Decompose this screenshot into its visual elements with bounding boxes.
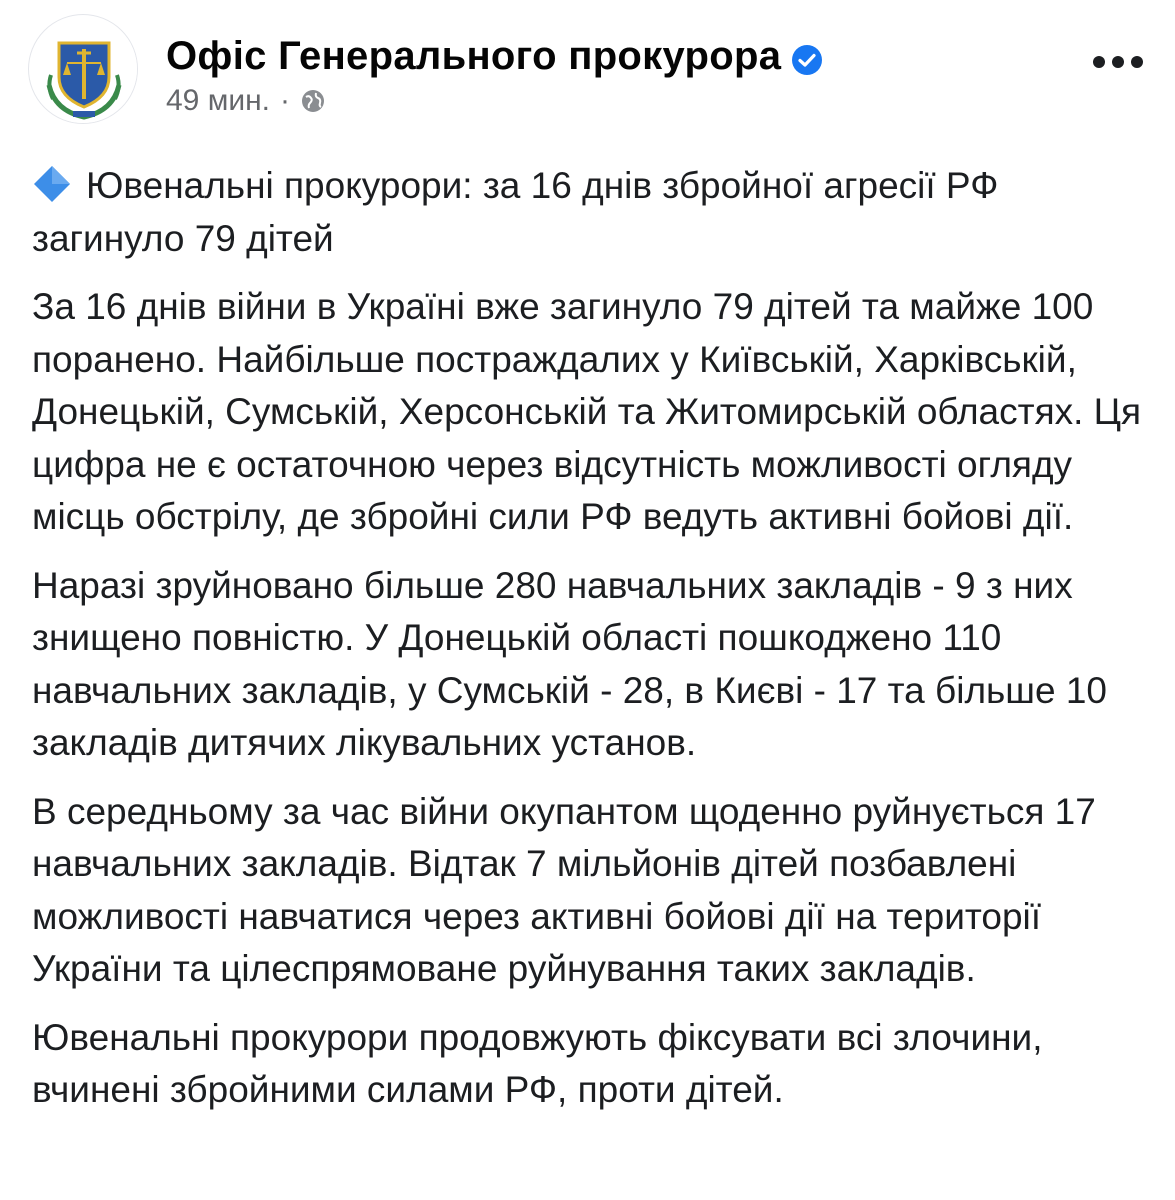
globe-icon[interactable] bbox=[300, 88, 326, 114]
post-paragraph: За 16 днів війни в Україні вже загинуло 79 дітей та майже 100 поранено. Найбільше постраждалих у Київській, Харківській, Донецькій, Сумській, Херсонській та Житомирській областях. Ця цифра не є остаточною через відсутність можливості огляду місць обстрілу, де збройні сили РФ ведуть активні бойові дії. bbox=[32, 286, 1142, 537]
headline-text: Ювенальні прокурори: за 16 днів збройної агресії РФ загинуло 79 дітей bbox=[32, 165, 999, 259]
page-name-text[interactable]: Офіс Генерального прокурора bbox=[166, 34, 782, 78]
prosecutor-emblem-icon bbox=[29, 15, 138, 124]
more-options-icon bbox=[1092, 55, 1144, 69]
post-paragraph: Наразі зруйновано більше 280 навчальних закладів - 9 з них знищено повністю. У Донецькій області пошкоджено 110 навчальних закладів, у Сумській - 28, в Києві - 17 та більше 10 закладів дитячих лікувальних установ. bbox=[32, 564, 1108, 763]
post-text bbox=[32, 160, 1147, 1133]
post-meta bbox=[166, 84, 326, 118]
blue-diamond-icon bbox=[32, 164, 72, 204]
post-paragraph: В середньому за час війни окупантом щоденно руйнується 17 навчальних закладів. Відтак 7 мільйонів дітей позбавлені можливості навчатися через активні бойові дії на території України та цілеспрямоване руйнування таких закладів. bbox=[32, 790, 1096, 989]
post-header bbox=[28, 14, 1148, 124]
post-paragraph: Ювенальні прокурори продовжують фіксувати всі злочини, вчинені збройними силами РФ, проти дітей. bbox=[32, 1016, 1043, 1110]
page-name[interactable] bbox=[166, 34, 823, 79]
post-timestamp[interactable]: 49 мин. bbox=[166, 84, 270, 117]
page-avatar[interactable] bbox=[28, 14, 138, 124]
verified-badge-icon bbox=[791, 41, 823, 73]
meta-separator: · bbox=[280, 84, 290, 117]
post-paragraph-headline bbox=[32, 160, 1147, 265]
more-options-button[interactable] bbox=[1088, 42, 1148, 82]
